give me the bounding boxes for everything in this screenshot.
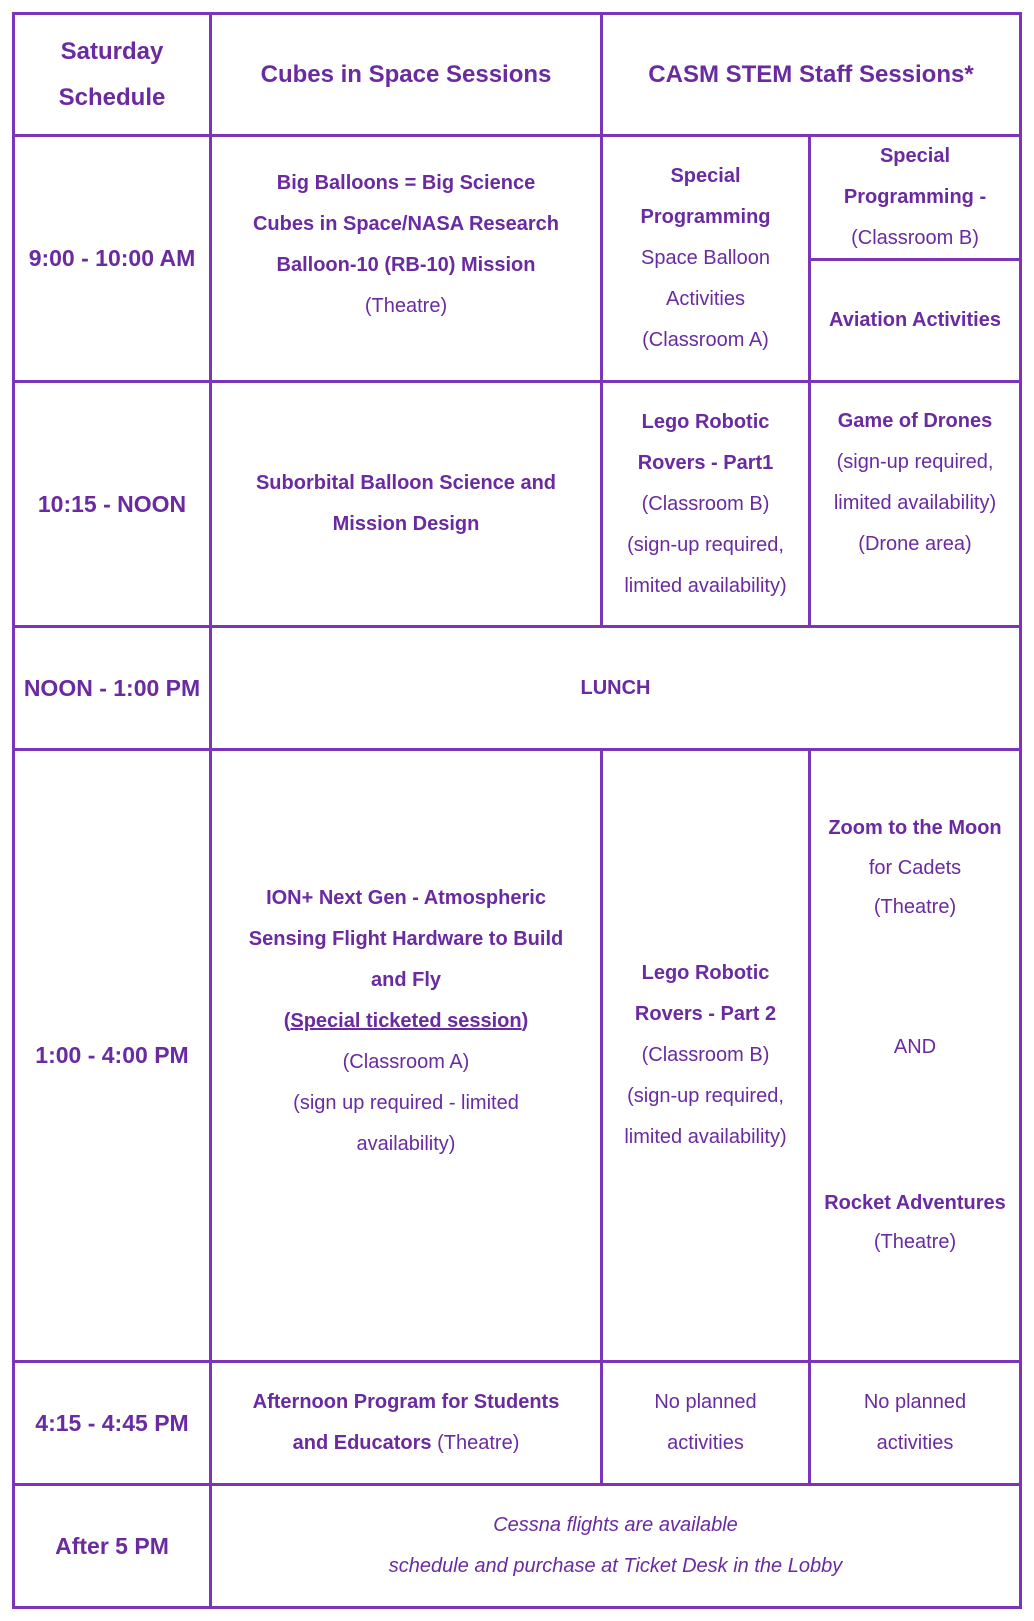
session-title-line: Aviation Activities xyxy=(829,309,1001,331)
session-title-line: and Fly xyxy=(370,969,441,991)
time-cell xyxy=(15,751,209,1360)
time-label: After 5 PM xyxy=(55,1532,169,1559)
time-cell xyxy=(15,383,209,625)
session-title-line: Lego Robotic xyxy=(641,410,770,433)
paren-close: ) xyxy=(521,1010,529,1032)
time-label: 4:15 - 4:45 PM xyxy=(35,1409,189,1436)
time-label: 9:00 - 10:00 AM xyxy=(28,245,196,271)
no-activity-line: activities xyxy=(876,1432,954,1454)
session-title-line: Afternoon Program for Students xyxy=(252,1391,560,1413)
staff-session-b xyxy=(811,1363,1019,1483)
staff-session-a xyxy=(603,383,808,625)
staff-session-b xyxy=(811,751,1019,1360)
session-detail: Activities xyxy=(666,288,745,310)
staff-session-b xyxy=(811,383,1019,583)
header-saturday-schedule xyxy=(15,15,209,134)
note-line: schedule and purchase at Ticket Desk in the Lobby xyxy=(388,1555,843,1577)
session-location: (Theatre) xyxy=(431,1432,520,1454)
header-line: Cubes in Space Sessions xyxy=(260,60,552,88)
note-line: Cessna flights are available xyxy=(493,1514,738,1536)
no-activity-line: No planned xyxy=(654,1391,757,1413)
header-cubes-in-space xyxy=(212,15,600,134)
session-location: (Theatre) xyxy=(873,896,957,918)
time-label: NOON - 1:00 PM xyxy=(23,674,201,701)
session-location: (Theatre) xyxy=(873,1231,957,1253)
session-title-line: Programming xyxy=(640,206,771,228)
border-bottom xyxy=(12,1606,1022,1609)
session-location: (Classroom A) xyxy=(642,329,769,351)
session-title-line: Cubes in Space/NASA Research xyxy=(252,213,560,235)
staff-session-a xyxy=(603,751,808,1360)
session-title-line: Special xyxy=(879,145,951,167)
session-title-line: Rovers - Part1 xyxy=(637,451,774,474)
session-title-line-2 xyxy=(293,1423,520,1464)
session-title-line: Rocket Adventures xyxy=(824,1192,1006,1214)
session-title-line: ION+ Next Gen - Atmospheric xyxy=(266,887,546,909)
session-title-line: Suborbital Balloon Science and xyxy=(255,472,557,494)
session-title-line: Mission Design xyxy=(332,513,480,535)
time-label: 10:15 - NOON xyxy=(37,490,187,517)
session-detail: (sign up required - limited xyxy=(293,1092,519,1114)
time-cell xyxy=(15,628,209,748)
session-detail: availability) xyxy=(356,1133,456,1155)
time-cell xyxy=(15,1363,209,1483)
session-location: (Drone area) xyxy=(858,533,972,555)
session-title-line: Big Balloons = Big Science xyxy=(276,172,536,194)
no-activity-line: activities xyxy=(667,1432,744,1454)
staff-session-b-bottom xyxy=(811,261,1019,380)
staff-session-a xyxy=(603,137,808,380)
session-detail: (sign-up required, xyxy=(627,1085,784,1107)
session-title-line: Programming - xyxy=(843,186,987,208)
time-label: 1:00 - 4:00 PM xyxy=(35,1042,189,1068)
cubes-session xyxy=(212,1363,600,1483)
border-right xyxy=(1019,12,1022,1609)
session-title-line: Special xyxy=(670,165,741,187)
session-location: (Theatre) xyxy=(364,295,448,317)
staff-session-a xyxy=(603,1363,808,1483)
session-location: (Classroom B) xyxy=(641,1044,770,1066)
session-location: (Classroom A) xyxy=(342,1051,470,1073)
cubes-session xyxy=(212,751,600,1292)
header-casm-stem xyxy=(603,15,1019,134)
session-detail: limited availability) xyxy=(833,492,997,514)
session-title-text: and Educators xyxy=(292,1432,432,1454)
session-location: (Classroom B) xyxy=(641,492,770,515)
session-title-line: Rovers - Part 2 xyxy=(634,1003,777,1025)
session-detail: limited availability) xyxy=(624,574,787,597)
session-title-line: Balloon-10 (RB-10) Mission xyxy=(276,254,536,276)
session-title-line: Sensing Flight Hardware to Build xyxy=(248,928,564,950)
header-line: Saturday xyxy=(60,37,164,65)
session-title-line: Zoom to the Moon xyxy=(828,817,1002,839)
header-line: Schedule xyxy=(58,83,166,111)
cubes-session xyxy=(212,383,600,625)
cessna-note xyxy=(212,1486,1019,1606)
session-detail: for Cadets xyxy=(868,857,962,879)
cubes-session xyxy=(212,137,600,353)
staff-session-b-top xyxy=(811,137,1019,258)
and-label: AND xyxy=(893,1036,937,1058)
time-cell xyxy=(15,137,209,380)
session-detail: limited availability) xyxy=(624,1126,787,1148)
no-activity-line: No planned xyxy=(863,1391,967,1413)
session-detail: (sign-up required, xyxy=(836,451,994,473)
paren-open: ( xyxy=(283,1010,291,1032)
session-title-line: Game of Drones xyxy=(837,410,993,432)
session-title-line: Lego Robotic xyxy=(641,962,770,984)
session-detail: (sign-up required, xyxy=(627,533,784,556)
time-cell xyxy=(15,1486,209,1606)
session-detail: Space Balloon xyxy=(641,247,770,269)
session-location: (Classroom B) xyxy=(851,227,979,249)
lunch-cell xyxy=(212,628,1019,748)
header-line: CASM STEM Staff Sessions* xyxy=(648,60,974,88)
ticketed-session-line xyxy=(284,1001,529,1042)
special-ticketed-session-link[interactable]: Special ticketed session xyxy=(290,1010,522,1032)
lunch-label: LUNCH xyxy=(580,676,651,699)
